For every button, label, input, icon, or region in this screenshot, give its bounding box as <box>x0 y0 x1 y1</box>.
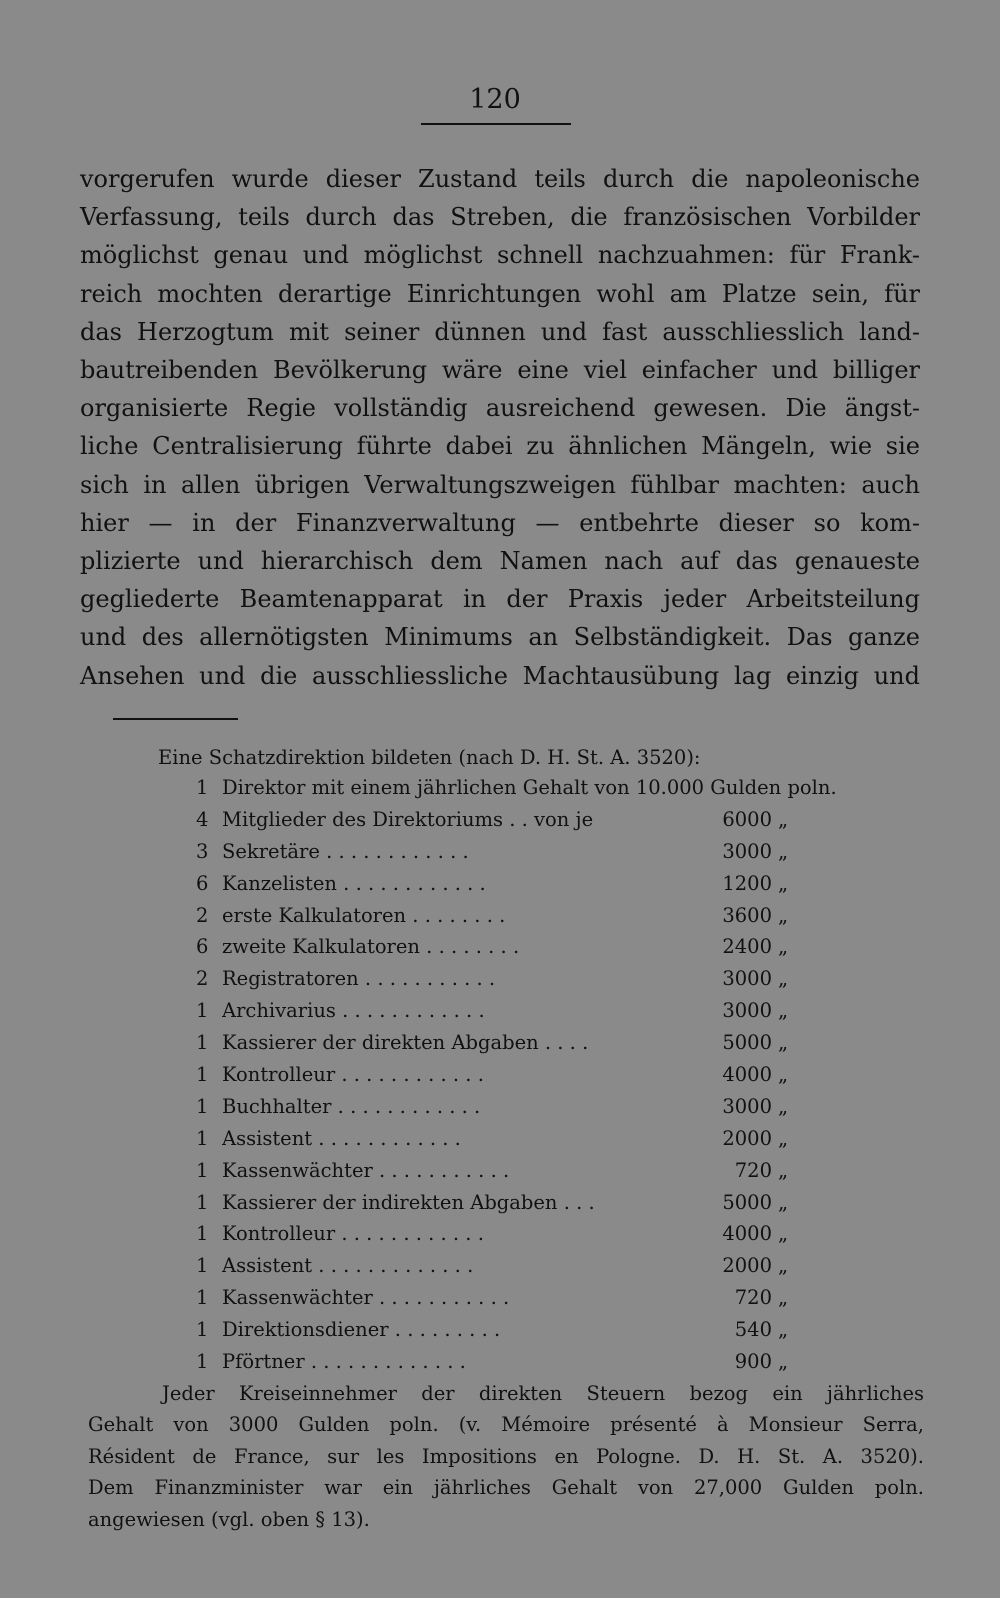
staff-amount: 3000 <box>722 839 772 863</box>
staff-count: 1 <box>196 1254 209 1278</box>
table-row <box>0 1285 1000 1317</box>
table-row <box>0 1190 1000 1222</box>
main-text <box>80 160 920 695</box>
staff-role: zweite Kalkulatoren . . . . . . . . <box>222 935 520 959</box>
staff-amount: 3000 <box>722 1094 772 1118</box>
text-line: liche Centralisierung führte dabei zu ähnlichen Mängeln, wie sie <box>80 432 920 461</box>
staff-amount: 3000 <box>722 999 772 1023</box>
staff-unit: „ <box>778 935 789 959</box>
staff-unit: „ <box>778 1254 789 1278</box>
staff-amount: 3000 <box>722 967 772 991</box>
table-row <box>0 998 1000 1030</box>
staff-amount: 2400 <box>722 935 772 959</box>
staff-amount: 540 <box>734 1318 772 1342</box>
staff-role: Mitglieder des Direktoriums . . von je <box>222 807 594 831</box>
staff-count: 2 <box>196 967 209 991</box>
staff-count: 3 <box>196 839 209 863</box>
staff-role: Direktionsdiener . . . . . . . . . <box>222 1318 501 1342</box>
text-line: gegliederte Beamtenapparat in der Praxis jeder Arbeitsteilung <box>80 585 920 614</box>
staff-unit: „ <box>778 1190 789 1214</box>
staff-amount: 720 <box>734 1286 772 1310</box>
table-row <box>0 1094 1000 1126</box>
table-row <box>0 1126 1000 1158</box>
staff-count: 1 <box>196 1222 209 1246</box>
text-line: hier — in der Finanzverwaltung — entbehrte dieser so kom- <box>80 508 920 537</box>
staff-amount: 720 <box>734 1158 772 1182</box>
text-line: Ansehen und die ausschliessliche Machtausübung lag einzig und <box>80 661 920 690</box>
staff-count: 1 <box>196 1158 209 1182</box>
staff-role: Kanzelisten . . . . . . . . . . . . <box>222 871 486 895</box>
text-line: sich in allen übrigen Verwaltungszweigen fühlbar machten: auch <box>80 470 920 499</box>
text-line: und des allernötigsten Minimums an Selbständigkeit. Das ganze <box>80 623 920 652</box>
text-line: Gehalt von 3000 Gulden poln. (v. Mémoire présenté à Monsieur Serra, <box>88 1413 924 1437</box>
text-line: reich mochten derartige Einrichtungen wohl am Platze sein, für <box>80 279 920 308</box>
staff-amount: 4000 <box>722 1222 772 1246</box>
table-row <box>0 1030 1000 1062</box>
staff-unit: „ <box>778 807 789 831</box>
staff-role: Registratoren . . . . . . . . . . . <box>222 967 496 991</box>
staff-amount: 2000 <box>722 1254 772 1278</box>
staff-count: 1 <box>196 1126 209 1150</box>
table-row <box>0 903 1000 935</box>
table-row <box>0 775 1000 807</box>
staff-role: Kassierer der direkten Abgaben . . . . <box>222 1031 589 1055</box>
staff-count: 4 <box>196 807 209 831</box>
text-line: Jeder Kreiseinnehmer der direkten Steuern bezog ein jährliches <box>162 1382 924 1405</box>
staff-role: Kassenwächter . . . . . . . . . . . <box>222 1158 510 1182</box>
staff-amount: 5000 <box>722 1190 772 1214</box>
staff-role: erste Kalkulatoren . . . . . . . . <box>222 903 506 927</box>
text-line: Résident de France, sur les Impositions en Pologne. D. H. St. A. 3520). <box>88 1444 924 1468</box>
staff-count: 1 <box>196 1350 209 1374</box>
staff-amount: 3600 <box>722 903 772 927</box>
table-row <box>0 1221 1000 1253</box>
text-line: bautreibenden Bevölkerung wäre eine viel einfacher und billiger <box>80 356 920 385</box>
staff-role: Sekretäre . . . . . . . . . . . . <box>222 839 469 863</box>
staff-count: 1 <box>196 1190 209 1214</box>
footnote-intro: Eine Schatzdirektion bildeten (nach D. H. St. A. 3520): <box>158 746 701 769</box>
staff-unit: „ <box>778 1158 789 1182</box>
page-number: 120 <box>469 84 521 115</box>
staff-amount: 6000 <box>722 807 772 831</box>
text-line: organisierte Regie vollständig ausreichend gewesen. Die ängst- <box>80 394 920 423</box>
staff-amount: 2000 <box>722 1126 772 1150</box>
staff-unit: „ <box>778 1286 789 1310</box>
staff-role: Buchhalter . . . . . . . . . . . . <box>222 1094 481 1118</box>
table-row <box>0 807 1000 839</box>
staff-role: Archivarius . . . . . . . . . . . . <box>222 999 485 1023</box>
staff-count: 1 <box>196 1063 209 1087</box>
text-line: das Herzogtum mit seiner dünnen und fast ausschliesslich land- <box>80 317 920 346</box>
staff-unit: „ <box>778 1222 789 1246</box>
staff-unit: „ <box>778 1094 789 1118</box>
staff-count: 6 <box>196 935 209 959</box>
table-row <box>0 871 1000 903</box>
staff-rows <box>0 807 1000 1381</box>
table-row <box>0 839 1000 871</box>
staff-count: 1 <box>196 776 209 799</box>
staff-unit: „ <box>778 1063 789 1087</box>
table-row <box>0 1253 1000 1285</box>
footnote-paragraph <box>88 1378 924 1535</box>
staff-role: Assistent . . . . . . . . . . . . . <box>222 1254 474 1278</box>
staff-count: 1 <box>196 1031 209 1055</box>
staff-unit: „ <box>778 967 789 991</box>
staff-unit: „ <box>778 1318 789 1342</box>
page-number-rule <box>421 123 571 125</box>
staff-role: Assistent . . . . . . . . . . . . <box>222 1126 461 1150</box>
staff-count: 1 <box>196 1318 209 1342</box>
text-line: angewiesen (vgl. oben § 13). <box>88 1507 370 1531</box>
text-line: plizierte und hierarchisch dem Namen nach auf das genaueste <box>80 547 920 576</box>
staff-amount: 900 <box>734 1350 772 1374</box>
staff-unit: „ <box>778 999 789 1023</box>
staff-count: 1 <box>196 1094 209 1118</box>
text-line: Verfassung, teils durch das Streben, die französischen Vorbilder <box>80 203 920 232</box>
staff-role: Kontrolleur . . . . . . . . . . . . <box>222 1063 484 1087</box>
staff-amount: 1200 <box>722 871 772 895</box>
staff-unit: „ <box>778 903 789 927</box>
footnote-rule <box>113 718 238 720</box>
staff-unit: „ <box>778 1350 789 1374</box>
staff-unit: „ <box>778 1031 789 1055</box>
staff-role: Kassenwächter . . . . . . . . . . . <box>222 1286 510 1310</box>
table-row <box>0 966 1000 998</box>
table-row <box>0 1158 1000 1190</box>
staff-role: Kontrolleur . . . . . . . . . . . . <box>222 1222 484 1246</box>
text-line: Dem Finanzminister war ein jährliches Gehalt von 27,000 Gulden poln. <box>88 1476 924 1500</box>
staff-count: 1 <box>196 999 209 1023</box>
staff-count: 2 <box>196 903 209 927</box>
staff-unit: „ <box>778 871 789 895</box>
staff-role: Direktor mit einem jährlichen Gehalt von 10.000 Gulden poln. <box>222 776 837 799</box>
text-line: vorgerufen wurde dieser Zustand teils durch die napoleonische <box>80 165 920 193</box>
staff-table <box>0 775 1000 1381</box>
table-row <box>0 1062 1000 1094</box>
staff-amount: 4000 <box>722 1063 772 1087</box>
table-row <box>0 934 1000 966</box>
staff-role: Pförtner . . . . . . . . . . . . . <box>222 1350 466 1374</box>
text-line: möglichst genau und möglichst schnell nachzuahmen: für Frank- <box>80 241 920 270</box>
staff-unit: „ <box>778 839 789 863</box>
staff-count: 6 <box>196 871 209 895</box>
staff-unit: „ <box>778 1126 789 1150</box>
staff-amount: 5000 <box>722 1031 772 1055</box>
staff-count: 1 <box>196 1286 209 1310</box>
table-row <box>0 1317 1000 1349</box>
table-row <box>0 1349 1000 1381</box>
staff-role: Kassierer der indirekten Abgaben . . . <box>222 1190 595 1214</box>
